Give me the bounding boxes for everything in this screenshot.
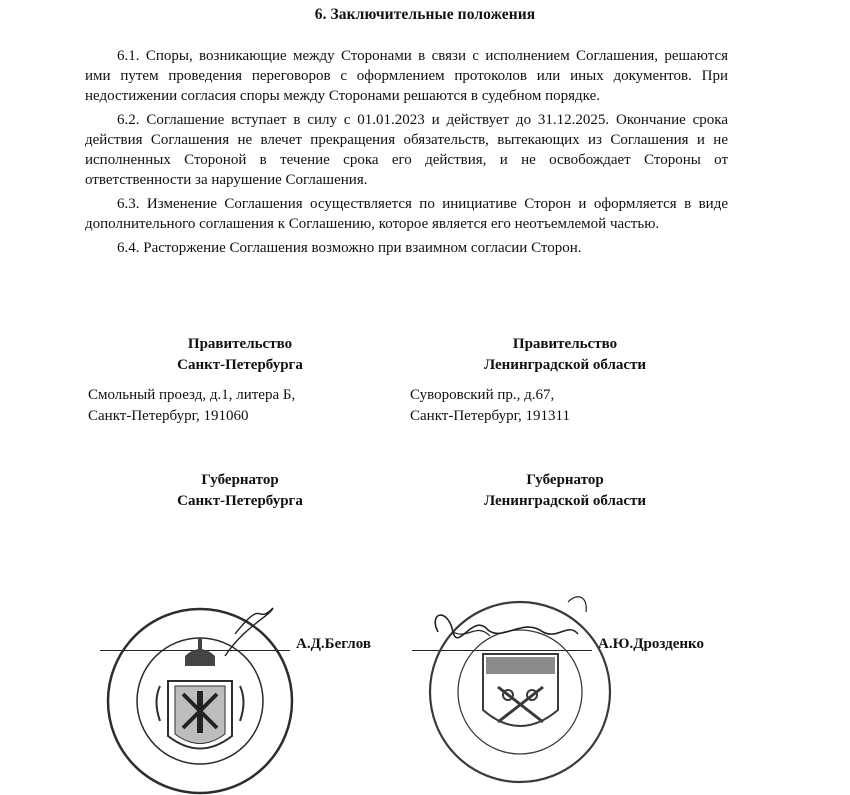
right-party-position (455, 470, 675, 512)
left-position-line2: Санкт-Петербурга (177, 493, 303, 509)
right-signer-name: А.Ю.Дрозденко (598, 636, 704, 652)
left-official-seal (105, 586, 275, 795)
right-party-org (455, 334, 675, 376)
left-address-line1: Смольный проезд, д.1, литера Б, (88, 387, 296, 403)
right-official-seal (428, 592, 598, 795)
right-position-line2: Ленинградской области (483, 493, 647, 509)
paragraph-6-4: 6.4. Расторжение Соглашения возможно при взаимном согласии Сторон. (117, 240, 582, 256)
paragraph-6-1: 6.1. Споры, возникающие между Сторонами в связи с исполнением Соглашения, решаются ими путем проведения переговоров с оформлением протоколов или иных документов. При недостижении согласия споры между Сторонами решаются в судебном порядке. (85, 48, 728, 104)
left-org-line2: Санкт-Петербурга (177, 357, 303, 373)
left-party-address (88, 385, 295, 427)
left-party-position (140, 470, 340, 512)
section-body (85, 46, 728, 258)
section-title: 6. Заключительные положения (314, 6, 536, 23)
right-org-line2: Ленинградской области (483, 357, 647, 373)
right-position-line1: Губернатор (526, 472, 604, 488)
left-org-line1: Правительство (187, 336, 293, 352)
right-address-line2: Санкт-Петербург, 191311 (410, 408, 570, 424)
left-address-line2: Санкт-Петербург, 191060 (88, 408, 249, 424)
left-party-org (140, 334, 340, 376)
right-address-line1: Суворовский пр., д.67, (410, 387, 555, 403)
paragraph-6-3: 6.3. Изменение Соглашения осуществляется по инициативе Сторон и оформляется в виде дополнительного соглашения к Соглашению, которое является его неотъемлемой частью. (85, 196, 728, 232)
left-signer-name: А.Д.Беглов (296, 636, 371, 652)
left-position-line1: Губернатор (201, 472, 279, 488)
paragraph-6-2: 6.2. Соглашение вступает в силу с 01.01.2023 и действует до 31.12.2025. Окончание срока действия Соглашения не влечет прекращения обязательств, вытекающих из Соглашения и не исполненных Стороной в течение срока его действия, и не освобождает Стороны от ответственности за нарушение Соглашения. (85, 112, 728, 188)
right-party-address (410, 385, 570, 427)
right-org-line1: Правительство (512, 336, 618, 352)
